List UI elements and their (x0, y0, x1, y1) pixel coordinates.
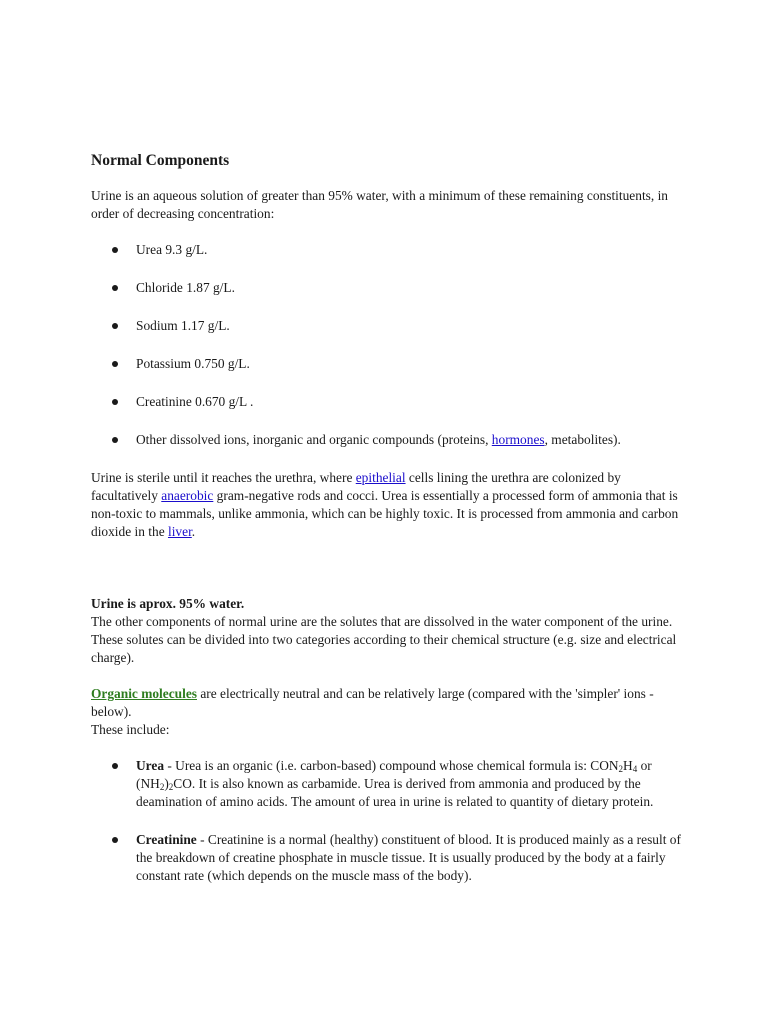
para-text: gram-negative rods and cocci. Urea is essentially a processed form of ammonia that is non-toxic to mammals, unlike ammonia, which can be highly toxic. It is processed from ammonia and carbon dioxide in the (91, 488, 679, 539)
these-include: These include: (91, 722, 170, 737)
intro-paragraph: Urine is an aqueous solution of greater than 95% water, with a minimum of these remaining constituents, in order of decreasing concentration: (91, 188, 668, 221)
anaerobic-link[interactable]: anaerobic (161, 488, 214, 503)
other-text-after: , metabolites). (544, 432, 621, 447)
hormones-link[interactable]: hormones (491, 432, 545, 447)
list-item: Creatinine 0.670 g/L . (136, 393, 691, 411)
urea-text: ) (164, 776, 169, 791)
document-page (91, 150, 691, 905)
section-title: Normal Components (91, 152, 230, 169)
liver-link[interactable]: liver (167, 524, 192, 539)
list-item: Potassium 0.750 g/L. (136, 355, 691, 373)
creatinine-term: Creatinine (136, 832, 197, 847)
components-list (91, 241, 691, 449)
organic-paragraph (91, 685, 691, 721)
urea-term: Urea (136, 758, 165, 773)
creatinine-text: - Creatinine is a normal (healthy) constituent of blood. It is produced mainly as a result of the breakdown of creatine phosphate in muscle tissue. It is usually produced by the body at a fairly constant rate (which depends on the muscle mass of the body). (136, 832, 681, 883)
urea-text: CO. It is also known as carbamide. Urea is derived from ammonia and produced by the deamination of amino acids. The amount of urea in urine is related to quantity of dietary protein. (136, 776, 654, 809)
list-item-creatinine (136, 831, 691, 885)
urea-text: - Urea is an organic (i.e. carbon-based) compound whose chemical formula is: CON (164, 758, 619, 773)
epithelial-link[interactable]: epithelial (355, 470, 406, 485)
para-text: cells lining the urethra are colonized by facultatively (91, 470, 621, 503)
water-heading: Urine is aprox. 95% water. (91, 596, 245, 611)
sterile-paragraph (91, 469, 691, 541)
organic-molecules-link[interactable]: Organic molecules (91, 686, 197, 701)
list-item: Urea 9.3 g/L. (136, 241, 691, 259)
subscript: 2 (618, 764, 624, 774)
other-text-before: Other dissolved ions, inorganic and organic compounds (proteins, (136, 432, 492, 447)
organic-text: are electrically neutral and can be relatively large (compared with the 'simpler' ions - below). (91, 686, 654, 719)
list-item: Sodium 1.17 g/L. (136, 317, 691, 335)
subscript: 2 (159, 782, 165, 792)
para-text: . (191, 524, 196, 539)
solutes-paragraph: The other components of normal urine are the solutes that are dissolved in the water component of the urine. These solutes can be divided into two categories according to their chemical structure (e.g. size and electrical charge). (91, 614, 677, 665)
list-item-urea (136, 757, 691, 811)
spacer (91, 559, 691, 595)
organic-list (91, 757, 691, 885)
list-item-other (136, 431, 691, 449)
urea-text: or (NH (136, 758, 652, 791)
subscript: 4 (632, 764, 638, 774)
list-item: Chloride 1.87 g/L. (136, 279, 691, 297)
urea-text: H (623, 758, 633, 773)
para-text: Urine is sterile until it reaches the urethra, where (91, 470, 356, 485)
subscript: 2 (168, 782, 174, 792)
